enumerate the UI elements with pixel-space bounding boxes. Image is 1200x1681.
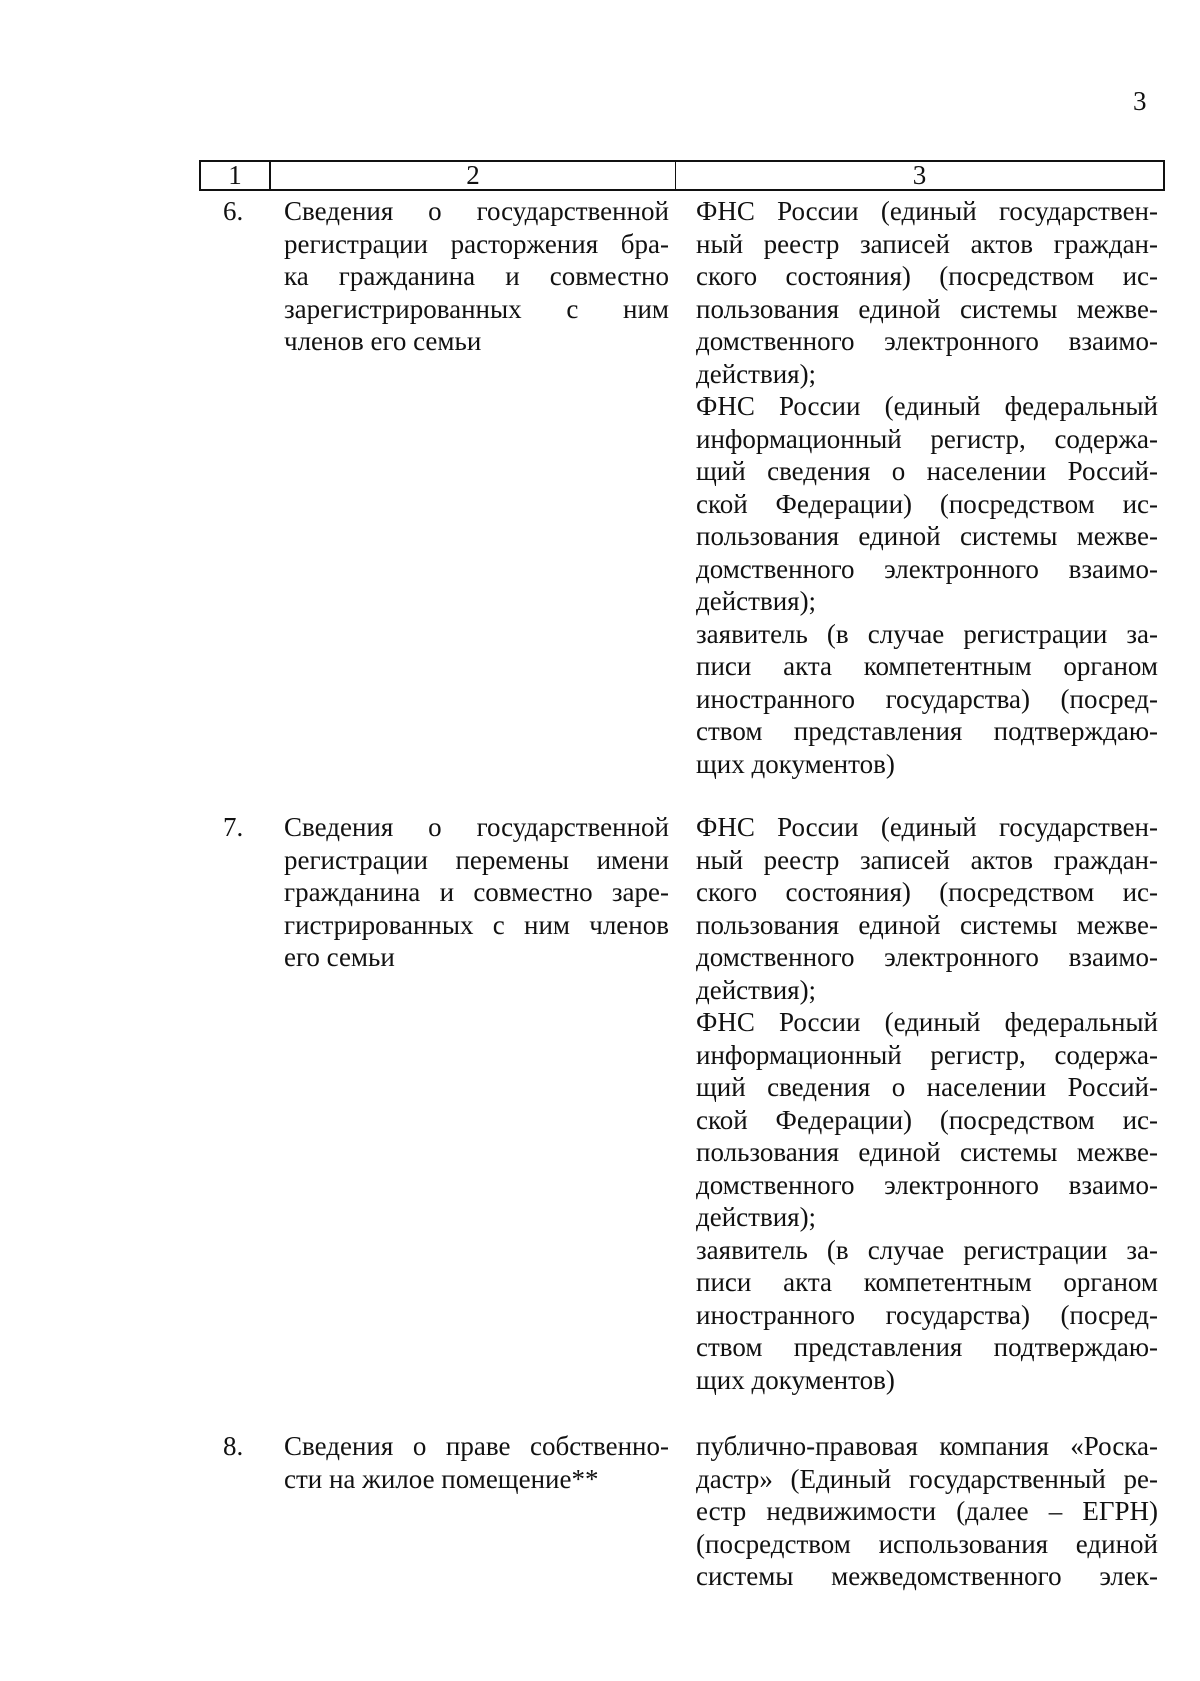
- text-line: ского состояния) (посредством ис-: [696, 261, 1158, 291]
- row-info-type: [284, 1430, 669, 1495]
- text-line: сти на жилое помещение**: [284, 1463, 599, 1494]
- text-line: заявитель (в случае регистрации за-: [696, 618, 1158, 649]
- text-line: щий сведения о населении Россий-: [696, 456, 1158, 486]
- text-line: ством представления подтверждаю-: [696, 1332, 1158, 1362]
- page-number: 3: [1133, 86, 1147, 116]
- text-line: ФНС России (единый государствен-: [696, 196, 1158, 226]
- text-line: Сведения о праве собственно-: [284, 1431, 669, 1461]
- text-line: регистрации перемены имени: [284, 844, 669, 875]
- text-line: ный реестр записей актов граждан-: [696, 228, 1158, 259]
- text-line: иностранного государства) (посред-: [696, 683, 1158, 714]
- text-line: ный реестр записей актов граждан-: [696, 844, 1158, 875]
- text-line: ка гражданина и совместно: [284, 261, 669, 291]
- text-line: публично-правовая компания «Роска-: [696, 1431, 1158, 1461]
- text-line: щий сведения о населении Россий-: [696, 1072, 1158, 1102]
- text-line: ского состояния) (посредством ис-: [696, 877, 1158, 907]
- text-line: действия);: [696, 1202, 817, 1232]
- text-line: ФНС России (единый государствен-: [696, 812, 1158, 842]
- text-line: Сведения о государственной: [284, 196, 669, 226]
- text-line: Сведения о государственной: [284, 812, 669, 842]
- text-line: (посредством использования единой: [696, 1528, 1158, 1559]
- text-line: членов его семьи: [284, 326, 482, 356]
- text-line: домственного электронного взаимо-: [696, 326, 1158, 356]
- text-line: домственного электронного взаимо-: [696, 942, 1158, 972]
- text-line: домственного электронного взаимо-: [696, 1169, 1158, 1200]
- text-line: информационный регистр, содержа-: [696, 1039, 1158, 1070]
- text-line: системы межведомственного элек-: [696, 1561, 1158, 1591]
- row-number: 8.: [223, 1431, 244, 1461]
- text-line: иностранного государства) (посред-: [696, 1299, 1158, 1330]
- text-line: пользования единой системы межве-: [696, 293, 1158, 324]
- text-line: пользования единой системы межве-: [696, 521, 1158, 551]
- row-source: [696, 811, 1158, 1396]
- row-info-type: [284, 195, 669, 358]
- text-line: заявитель (в случае регистрации за-: [696, 1234, 1158, 1265]
- text-line: естр недвижимости (далее – ЕГРН): [696, 1496, 1158, 1526]
- text-line: писи акта компетентным органом: [696, 651, 1158, 681]
- row-number: 6.: [223, 196, 244, 226]
- text-line: ской Федерации) (посредством ис-: [696, 1104, 1158, 1135]
- text-line: действия);: [696, 586, 817, 616]
- text-line: действия);: [696, 974, 817, 1005]
- text-line: ством представления подтверждаю-: [696, 716, 1158, 746]
- text-line: информационный регистр, содержа-: [696, 423, 1158, 454]
- table-header-col-3: 3: [912, 160, 927, 190]
- text-line: домственного электронного взаимо-: [696, 553, 1158, 584]
- text-line: ФНС России (единый федеральный: [696, 1007, 1158, 1037]
- text-line: его семьи: [284, 942, 395, 972]
- text-line: действия);: [696, 358, 817, 389]
- text-line: регистрации расторжения бра-: [284, 228, 669, 259]
- text-line: зарегистрированных с ним: [284, 293, 669, 324]
- text-line: писи акта компетентным органом: [696, 1267, 1158, 1297]
- row-info-type: [284, 811, 669, 974]
- text-line: пользования единой системы межве-: [696, 1137, 1158, 1167]
- text-line: дастр» (Единый государственный ре-: [696, 1463, 1158, 1494]
- row-number: 7.: [223, 812, 244, 842]
- row-source: [696, 1430, 1158, 1593]
- table-header-col-2: 2: [271, 162, 676, 189]
- text-line: ской Федерации) (посредством ис-: [696, 488, 1158, 519]
- text-line: щих документов): [696, 1364, 895, 1395]
- table-header-col-1: 1: [201, 162, 271, 189]
- row-source: [696, 195, 1158, 780]
- text-line: ФНС России (единый федеральный: [696, 391, 1158, 421]
- text-line: пользования единой системы межве-: [696, 909, 1158, 940]
- table-header-row: [199, 160, 1165, 191]
- text-line: гистрированных с ним членов: [284, 909, 669, 940]
- text-line: щих документов): [696, 748, 895, 779]
- text-line: гражданина и совместно заре-: [284, 877, 669, 907]
